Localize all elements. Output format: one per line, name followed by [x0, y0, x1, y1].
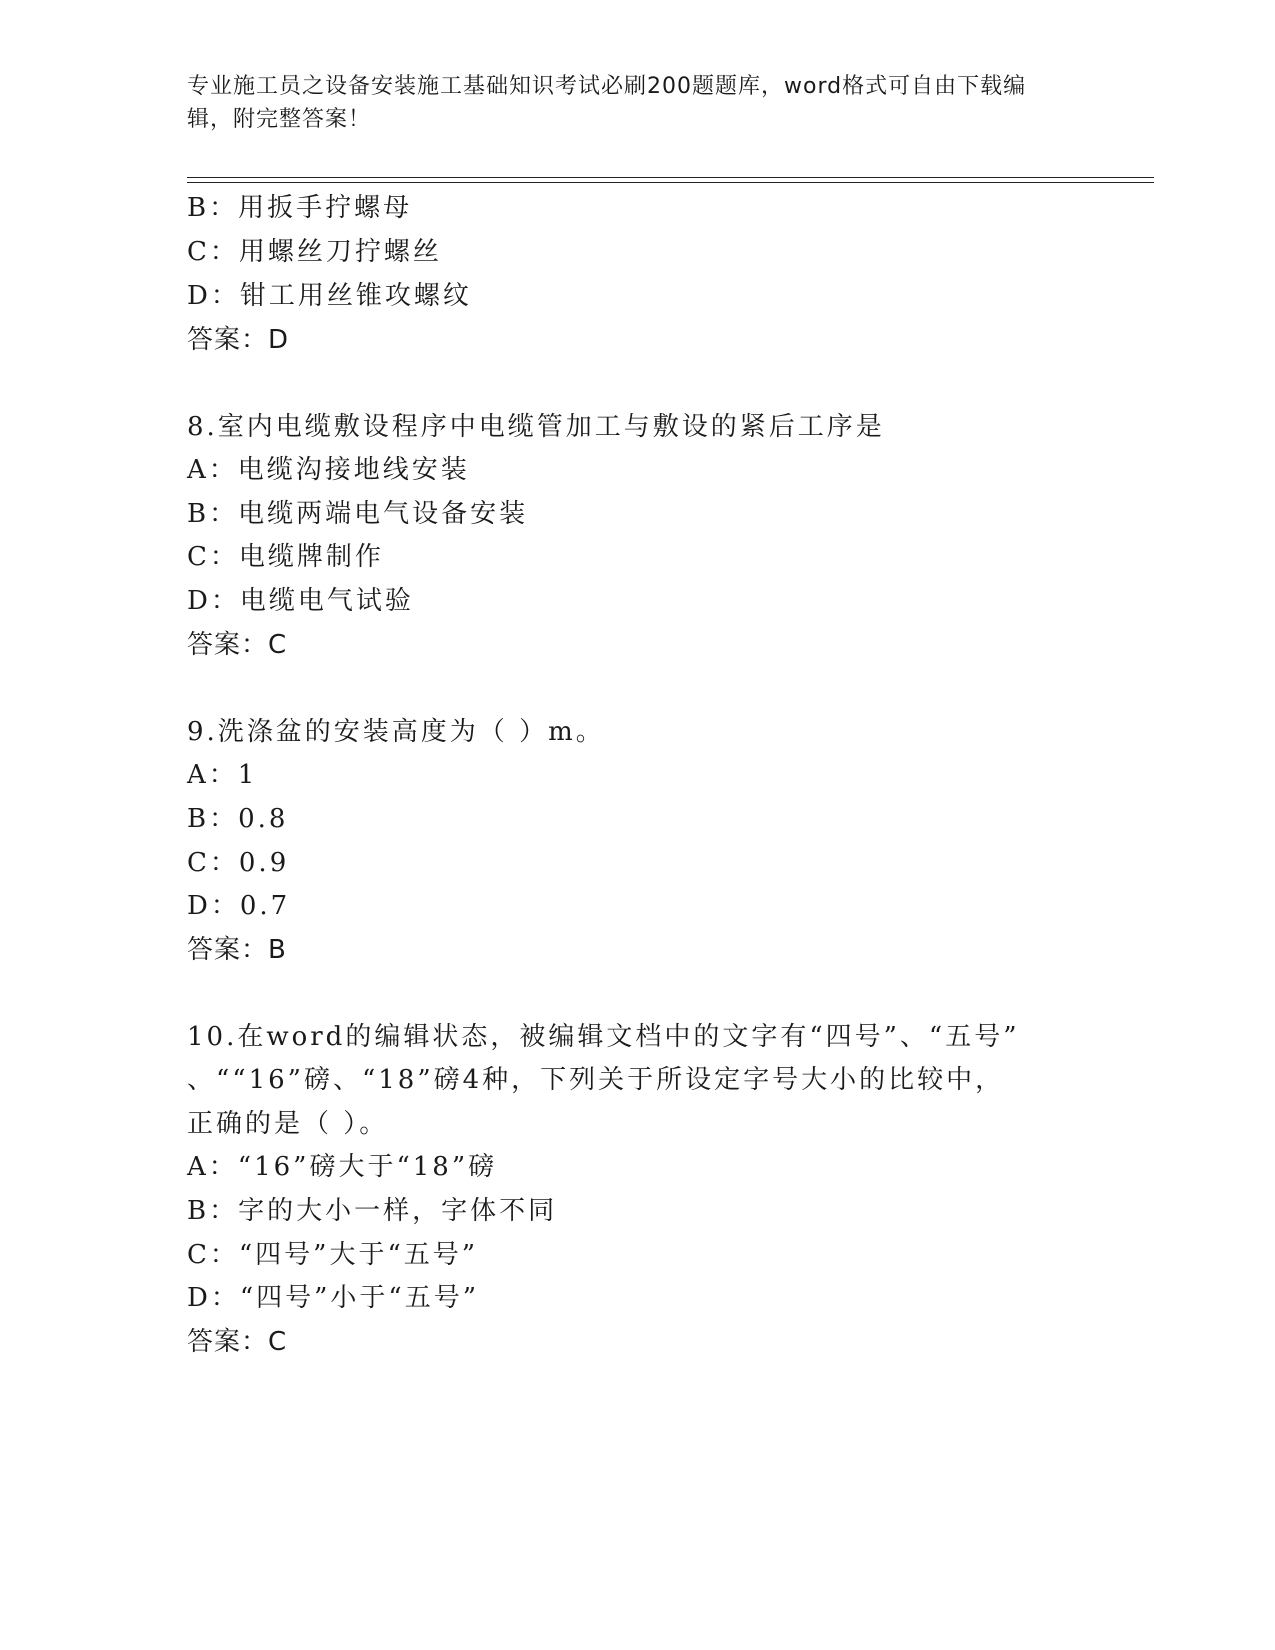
question-10-option-d: D：“四号”小于“五号”: [187, 1283, 480, 1313]
question-10-option-b: B：字的大小一样，字体不同: [187, 1196, 558, 1226]
question-8-option-a: A：电缆沟接地线安装: [187, 455, 470, 485]
question-10-stem-line-2: 、““16”磅、“18”磅4种，下列关于所设定字号大小的比较中，: [187, 1065, 1005, 1095]
option-c: C：用螺丝刀拧螺丝: [187, 237, 442, 267]
question-9-option-b: B：0.8: [187, 804, 289, 834]
header-rule-bottom: [187, 182, 1154, 183]
question-8-stem: 8.室内电缆敷设程序中电缆管加工与敷设的紧后工序是: [187, 412, 885, 442]
answer-line: 答案：D: [187, 325, 290, 355]
question-9-stem: 9.洗涤盆的安装高度为（ ）m。: [187, 717, 605, 747]
question-10-option-a: A：“16”磅大于“18”磅: [187, 1152, 498, 1182]
question-10-option-c: C：“四号”大于“五号”: [187, 1240, 479, 1270]
question-10-answer: 答案：C: [187, 1327, 288, 1357]
question-9-option-a: A：1: [187, 760, 258, 790]
document-header: 专业施工员之设备安装施工基础知识考试必刷200题题库，word格式可自由下载编辑，附完整答案！: [187, 74, 1027, 132]
question-10-stem-line-3: 正确的是（ ）。: [187, 1109, 389, 1139]
question-9-option-d: D：0.7: [187, 891, 291, 921]
question-8-option-b: B：电缆两端电气设备安装: [187, 499, 529, 529]
question-10-stem-line-1: 10.在word的编辑状态，被编辑文档中的文字有“四号”、“五号”: [187, 1022, 1020, 1052]
question-8-answer: 答案：C: [187, 630, 288, 660]
question-9-option-c: C：0.9: [187, 848, 290, 878]
question-8-option-c: C：电缆牌制作: [187, 542, 384, 572]
question-8-option-d: D：电缆电气试验: [187, 586, 414, 616]
header-rule-top: [187, 177, 1154, 178]
option-d: D：钳工用丝锥攻螺纹: [187, 281, 472, 311]
option-b: B：用扳手拧螺母: [187, 193, 413, 223]
question-9-answer: 答案：B: [187, 935, 287, 965]
